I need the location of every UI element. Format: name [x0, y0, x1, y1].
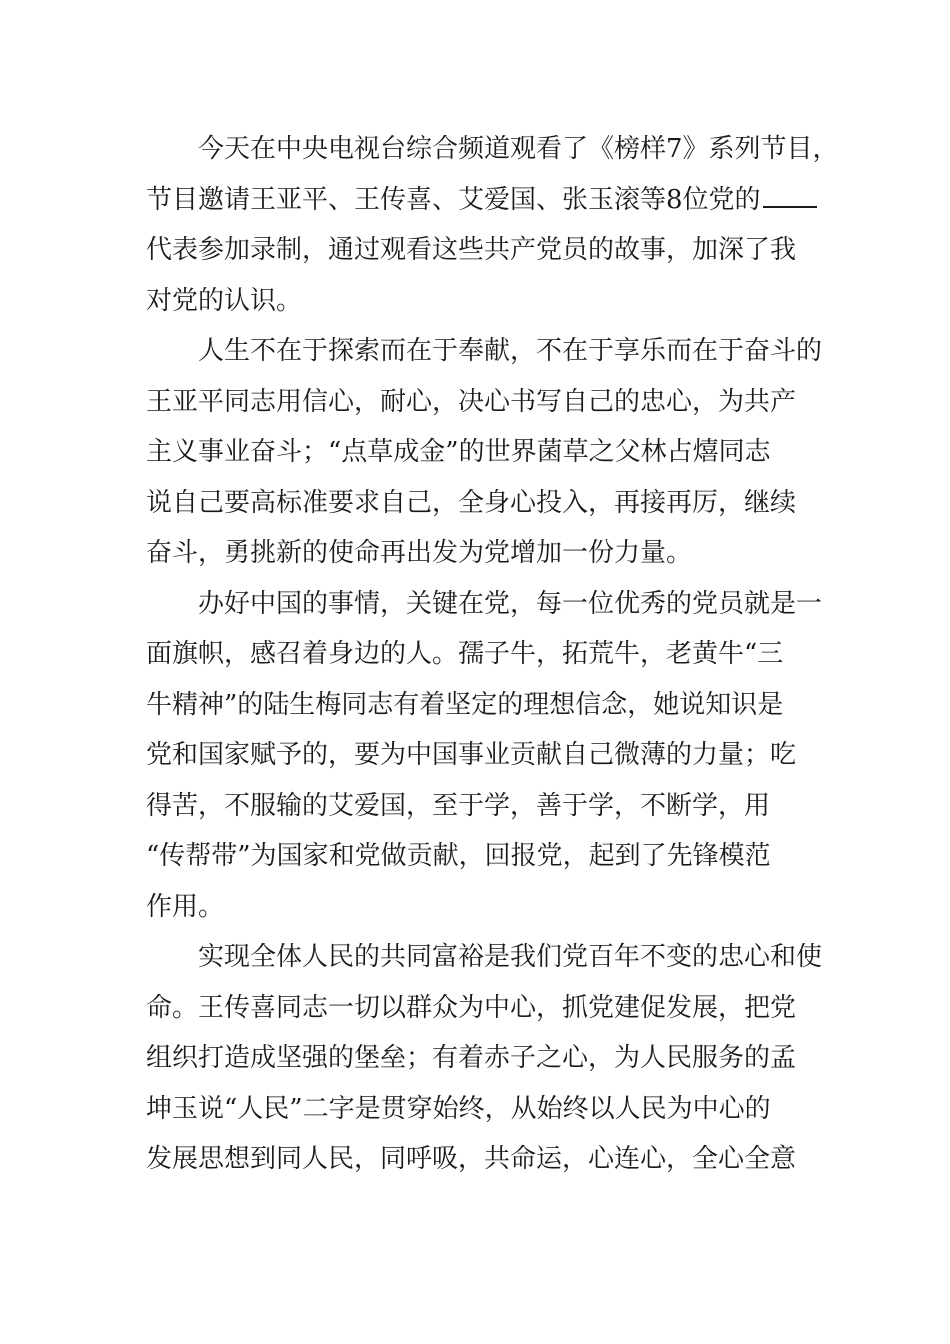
text-line: 今天在中央电视台综合频道观看了《榜样7》系列节目， [146, 134, 839, 164]
text-line: 主义事业奋斗；“点草成金”的世界菌草之父林占熺同志 [146, 437, 771, 467]
text-line: 代表参加录制，通过观看这些共产党员的故事，加深了我 [146, 235, 797, 265]
document-body [146, 124, 839, 1185]
text-line-segment: 节目邀请王亚平、王传喜、艾爱国、张玉滚等8位党的 [146, 184, 761, 215]
text-line: 王亚平同志用信心，耐心，决心书写自己的忠心，为共产 [146, 386, 797, 417]
text-line: 奋斗，勇挑新的使命再出发为党增加一份力量。 [146, 538, 693, 568]
text-line: 得苦，不服输的艾爱国，至于学，善于学，不断学，用 [146, 790, 771, 821]
paragraph-2 [146, 326, 823, 579]
text-line: 命。王传喜同志一切以群众为中心，抓党建促发展，把党 [146, 992, 797, 1023]
text-line: 实现全体人民的共同富裕是我们党百年不变的忠心和使 [146, 942, 823, 972]
paragraph-4 [146, 932, 823, 1185]
text-line: 作用。 [146, 891, 225, 922]
paragraph-3 [146, 579, 823, 933]
text-line: 牛精神”的陆生梅同志有着坚定的理想信念，她说知识是 [146, 689, 784, 720]
text-line-with-blank [146, 175, 811, 226]
text-line: 办好中国的事情，关键在党，每一位优秀的党员就是一 [146, 588, 823, 619]
fill-in-blank [763, 188, 817, 208]
text-line: “传帮带”为国家和党做贡献，回报党，起到了先锋模范 [146, 841, 771, 871]
text-line: 说自己要高标准要求自己，全身心投入，再接再厉，继续 [146, 487, 797, 518]
text-line: 党和国家赋予的，要为中国事业贡献自己微薄的力量；吃 [146, 740, 797, 770]
text-line: 对党的认识。 [146, 285, 303, 316]
text-line: 发展思想到同人民，同呼吸，共命运，心连心，全心全意 [146, 1144, 797, 1174]
text-line: 坤玉说“人民”二字是贯穿始终，从始终以人民为中心的 [146, 1093, 771, 1124]
paragraph-1 [146, 124, 839, 326]
text-line: 人生不在于探索而在于奉献，不在于享乐而在于奋斗的 [146, 336, 823, 366]
text-line: 面旗帜，感召着身边的人。孺子牛，拓荒牛，老黄牛“三 [146, 639, 784, 669]
text-line: 组织打造成坚强的堡垒；有着赤子之心，为人民服务的孟 [146, 1043, 797, 1073]
